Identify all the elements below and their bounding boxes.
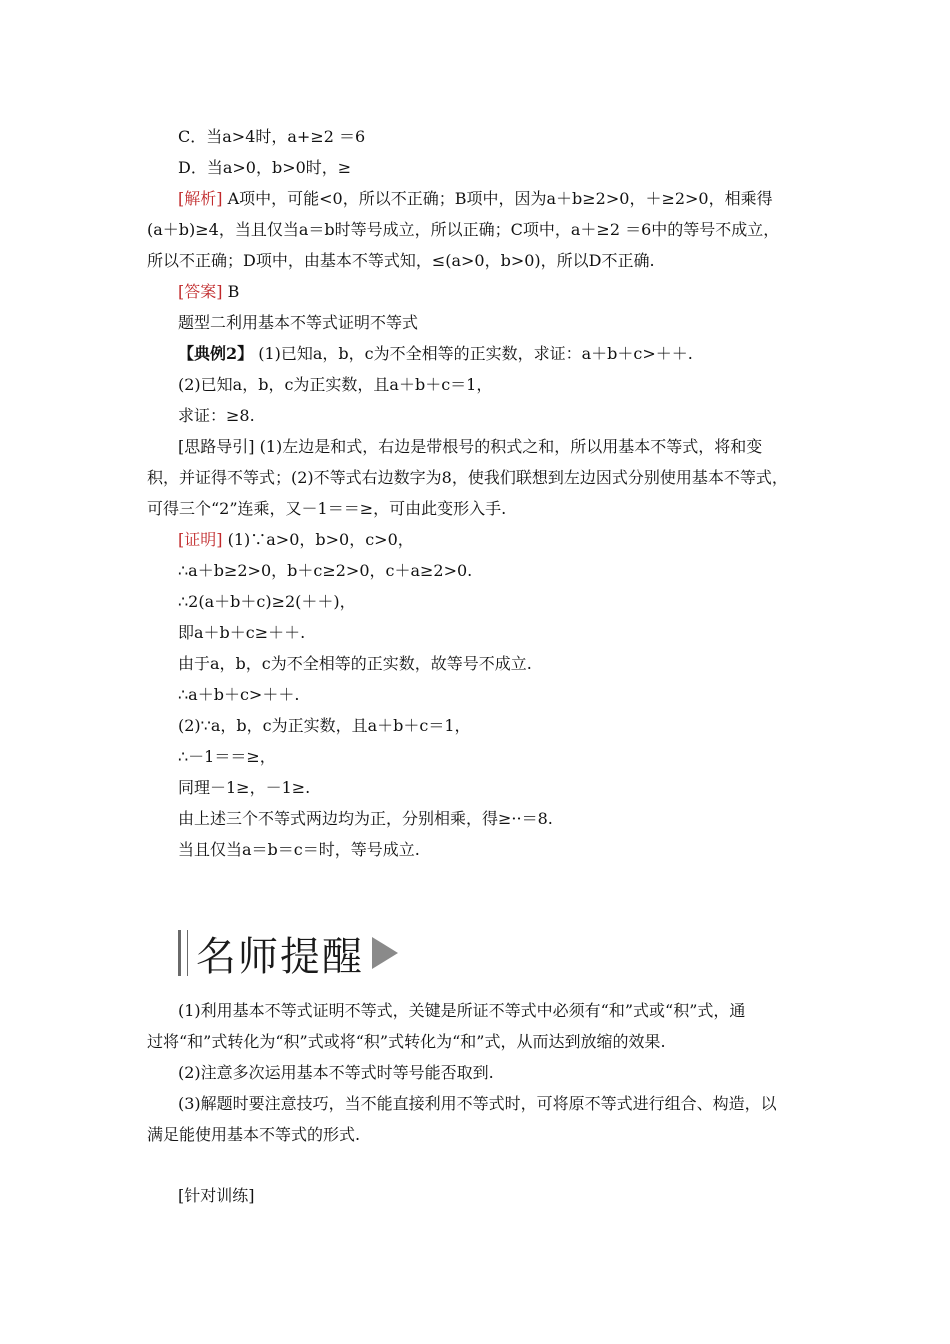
proof-line-8: ∴－1＝＝≥， — [178, 747, 276, 766]
proof-line-10: 由上述三个不等式两边均为正，分别相乘，得≥··＝8. — [178, 809, 553, 828]
practice-heading: [针对训练] — [178, 1186, 255, 1205]
guide-line-1: [思路导引] (1)左边是和式，右边是带根号的积式之和，所以用基本不等式，将和变 — [178, 437, 763, 456]
banner-bar-thin — [187, 930, 188, 976]
example-text-1: (1)已知a，b，c为不全相等的正实数，求证：a＋b＋c>＋＋. — [253, 344, 693, 363]
analysis-text-1: A项中，可能<0，所以不正确；B项中，因为a＋b≥2>0，＋≥2>0，相乘得 — [222, 189, 773, 208]
analysis-line-3: 所以不正确；D项中，由基本不等式知，≤(a>0，b>0)，所以D不正确. — [147, 251, 655, 270]
tip-line-1b: 过将“和”式转化为“积”式或将“积”式转化为“和”式，从而达到放缩的效果. — [147, 1032, 666, 1051]
analysis-line-2: (a＋b)≥4，当且仅当a＝b时等号成立，所以正确；C项中，a＋≥2 ＝6中的等号不成立， — [147, 220, 780, 239]
spacer — [147, 865, 817, 923]
proof-line-9: 同理－1≥，－1≥. — [178, 778, 311, 797]
proof-line-6: ∴a＋b＋c>＋＋. — [178, 685, 300, 704]
tip-line-3a: (3)解题时要注意技巧，当不能直接利用不等式时，可将原不等式进行组合、构造，以 — [178, 1094, 777, 1113]
answer-tag: [答案] — [178, 282, 223, 301]
example-line-2: (2)已知a，b，c为正实数，且a＋b＋c＝1， — [178, 375, 493, 394]
analysis-tag: [解析] — [178, 189, 223, 208]
arrow-right-icon — [372, 937, 398, 969]
guide-line-2: 积，并证得不等式；(2)不等式右边数字为8，使我们联想到左边因式分别使用基本不等式， — [147, 468, 788, 487]
analysis-line-1 — [147, 183, 817, 214]
document-content — [147, 121, 817, 1211]
tip-line-1a: (1)利用基本不等式证明不等式，关键是所证不等式中必须有“和”式或“积”式，通 — [178, 1001, 746, 1020]
example-line-1 — [147, 338, 817, 369]
tip-line-2: (2)注意多次运用基本不等式时等号能否取到. — [178, 1063, 494, 1082]
proof-line-11: 当且仅当a＝b＝c＝时，等号成立. — [178, 840, 420, 859]
option-c: C．当a>4时，a+≥2 ＝6 — [178, 127, 366, 146]
proof-tag: [证明] — [178, 530, 223, 549]
spacer — [147, 1150, 817, 1180]
guide-line-3: 可得三个“2”连乘，又－1＝＝≥，可由此变形入手. — [147, 499, 507, 518]
proof-line-2: ∴a＋b≥2>0，b＋c≥2>0，c＋a≥2>0. — [178, 561, 473, 580]
banner-bar — [178, 930, 181, 976]
proof-line-1 — [147, 524, 817, 555]
proof-text-1: (1)∵a>0，b>0，c>0， — [222, 530, 414, 549]
proof-line-3: ∴2(a＋b＋c)≥2(＋＋)， — [178, 592, 356, 611]
tip-line-3b: 满足能使用基本不等式的形式. — [147, 1125, 361, 1144]
proof-line-5: 由于a，b，c为不全相等的正实数，故等号不成立. — [178, 654, 532, 673]
proof-line-4: 即a＋b＋c≥＋＋. — [178, 623, 306, 642]
proof-line-7: (2)∵a，b，c为正实数，且a＋b＋c＝1， — [178, 716, 471, 735]
answer-text: B — [222, 282, 240, 301]
answer-line — [147, 276, 817, 307]
option-d: D．当a>0，b>0时，≥ — [178, 158, 352, 177]
example-line-3: 求证：≥8. — [178, 406, 255, 425]
example-tag: 【典例2】 — [178, 344, 254, 363]
tips-banner — [178, 923, 817, 983]
section-title: 题型二利用基本不等式证明不等式 — [178, 313, 419, 332]
banner-title: 名师提醒 — [196, 933, 364, 980]
